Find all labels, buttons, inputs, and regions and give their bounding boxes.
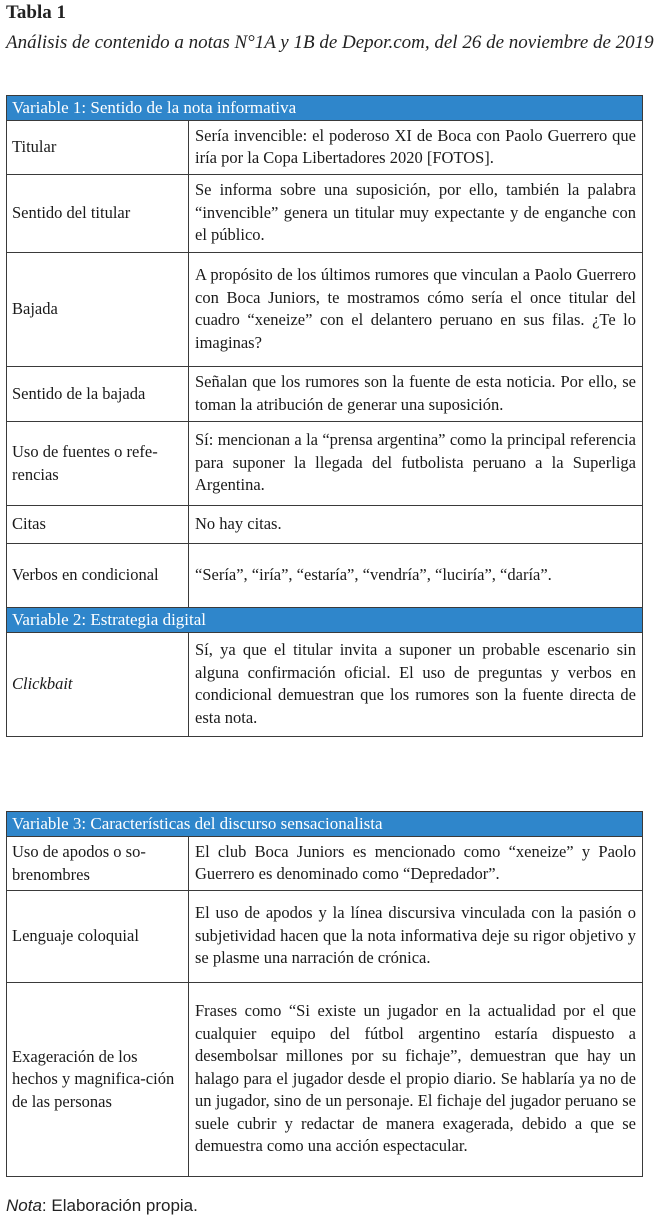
row-label: Exageración de los hechos y magnifica-ción de las personas	[7, 983, 189, 1177]
row-label: Bajada	[7, 253, 189, 367]
row-text: Sí: mencionan a la “prensa argentina” como la principal referencia para suponer la llegada del futbolista peruano a la Superliga Argentina.	[189, 422, 643, 506]
table-row	[7, 175, 643, 253]
content-analysis-table-part-1	[6, 95, 643, 737]
row-label: Citas	[7, 506, 189, 544]
section-header-row	[7, 812, 643, 837]
section-header-variable-1: Variable 1: Sentido de la nota informativa	[7, 96, 643, 121]
row-text: Frases como “Si existe un jugador en la actualidad por el que cualquier equipo del fútbol argentino estaría dispuesto a desembolsar millones por su fichaje”, demuestran que hay un halago para el jugador desde el propio diario. Se hablaría ya no de un jugador, sino de un personaje. El fichaje del jugador peruano se suele cubrir y redactar de manera exagerada, debido a que se demuestra como una acción espectacular.	[189, 983, 643, 1177]
section-header-row	[7, 608, 643, 633]
table-row	[7, 544, 643, 608]
row-text: “Sería”, “iría”, “estaría”, “vendría”, “luciría”, “daría”.	[189, 544, 643, 608]
section-header-variable-3: Variable 3: Características del discurso sensacionalista	[7, 812, 643, 837]
row-text: A propósito de los últimos rumores que vinculan a Paolo Guerrero con Boca Juniors, te mostramos cómo sería el once titular del cuadro “xeneize” con el delantero peruano en sus filas. ¿Te lo imaginas?	[189, 253, 643, 367]
content-analysis-table-part-2	[6, 811, 643, 1177]
table-label: Tabla 1	[6, 2, 67, 23]
table-row	[7, 422, 643, 506]
row-label: Uso de fuentes o refe-rencias	[7, 422, 189, 506]
row-text: El club Boca Juniors es mencionado como “xeneize” y Paolo Guerrero es denominado como “Depredador”.	[189, 837, 643, 891]
section-header-row	[7, 96, 643, 121]
table-row	[7, 891, 643, 983]
row-text: Sí, ya que el titular invita a suponer un probable escenario sin alguna confirmación oficial. El uso de preguntas y verbos en condicional demuestran que los rumores son la fuente directa de esta nota.	[189, 633, 643, 737]
table-row	[7, 506, 643, 544]
table-row	[7, 367, 643, 422]
note-label: Nota	[6, 1196, 42, 1215]
table-caption: Análisis de contenido a notas N°1A y 1B de Depor.com, del 26 de noviembre de 2019	[6, 32, 654, 53]
table-note	[6, 1196, 198, 1216]
note-text: : Elaboración propia.	[41, 1196, 198, 1215]
row-label: Sentido de la bajada	[7, 367, 189, 422]
table-row	[7, 837, 643, 891]
table-row	[7, 121, 643, 175]
row-label: Titular	[7, 121, 189, 175]
row-text: No hay citas.	[189, 506, 643, 544]
row-label: Lenguaje coloquial	[7, 891, 189, 983]
row-label: Uso de apodos o so-brenombres	[7, 837, 189, 891]
row-label: Verbos en condicional	[7, 544, 189, 608]
row-label: Sentido del titular	[7, 175, 189, 253]
table-row	[7, 633, 643, 737]
row-label: Clickbait	[7, 633, 189, 737]
row-text: El uso de apodos y la línea discursiva vinculada con la pasión o subjetividad hacen que la nota informativa deje su rigor objetivo y se plasme una narración de crónica.	[189, 891, 643, 983]
table-row	[7, 983, 643, 1177]
row-text: Señalan que los rumores son la fuente de esta noticia. Por ello, se toman la atribución de generar una suposición.	[189, 367, 643, 422]
table-row	[7, 253, 643, 367]
row-text: Se informa sobre una suposición, por ello, también la palabra “invencible” genera un titular muy expectante y de enganche con el público.	[189, 175, 643, 253]
row-text: Sería invencible: el poderoso XI de Boca con Paolo Guerrero que iría por la Copa Libertadores 2020 [FOTOS].	[189, 121, 643, 175]
section-header-variable-2: Variable 2: Estrategia digital	[7, 608, 643, 633]
